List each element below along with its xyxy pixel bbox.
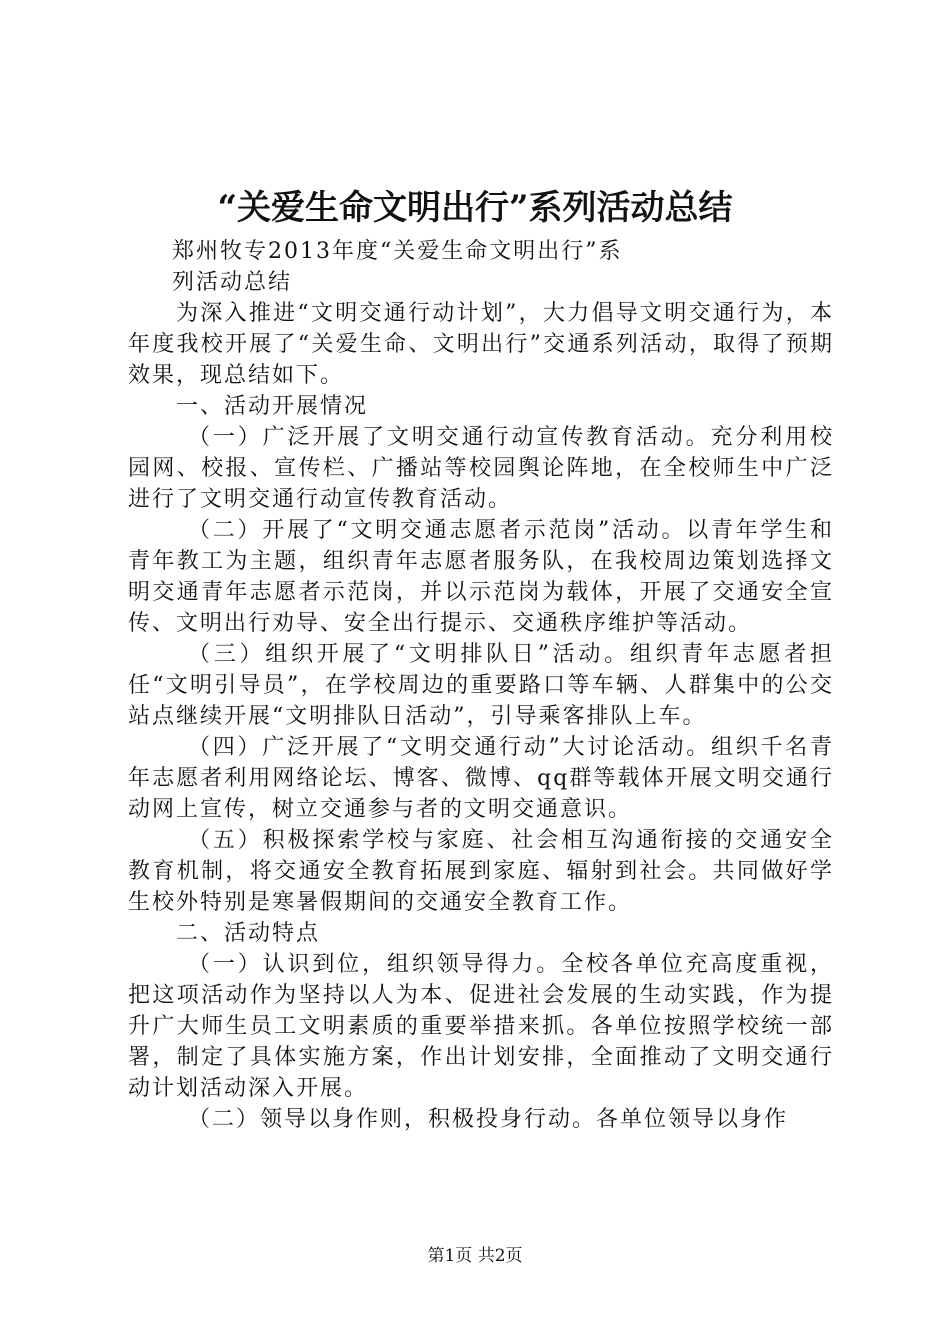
paragraph-2-1: （一）认识到位，组织领导得力。全校各单位充高度重视，把这项活动作为坚持以人为本、促进社会发展的生动实践，作为提升广大师生员工文明素质的重要举措来抓。各单位按照学校统一部署，制定了具体实施方案，作出计划安排，全面推动了文明交通行动计划活动深入开展。 [128, 952, 834, 1101]
section-heading-2: 二、活动特点 [176, 921, 321, 946]
paragraph-2-2: （二）领导以身作则，积极投身行动。各单位领导以身作 [188, 1107, 789, 1132]
page-footer: 第1页 共2页 [427, 1246, 523, 1266]
paragraph-intro: 为深入推进“文明交通行动计划”，大力倡导文明交通行为，本年度我校开展了“关爱生命、文明出行”交通系列活动，取得了预期效果，现总结如下。 [128, 301, 834, 388]
section-heading-1: 一、活动开展情况 [176, 394, 369, 419]
paragraph-1-5: （五）积极探索学校与家庭、社会相互沟通衔接的交通安全教育机制，将交通安全教育拓展到家庭、辐射到社会。共同做好学生校外特别是寒暑假期间的交通安全教育工作。 [128, 828, 834, 915]
document-title: “关爱生命文明出行”系列活动总结 [217, 188, 733, 228]
paragraph-1-3: （三）组织开展了“文明排队日”活动。组织青年志愿者担任“文明引导员”，在学校周边的重要路口等车辆、人群集中的公交站点继续开展“文明排队日活动”，引导乘客排队上车。 [128, 642, 834, 729]
paragraph-1-2: （二）开展了“文明交通志愿者示范岗”活动。以青年学生和青年教工为主题，组织青年志愿者服务队，在我校周边策划选择文明交通青年志愿者示范岗，并以示范岗为载体，开展了交通安全宣传、文明出行劝导、安全出行提示、交通秩序维护等活动。 [128, 518, 834, 636]
paragraph-1-4: （四）广泛开展了“文明交通行动”大讨论活动。组织千名青年志愿者利用网络论坛、博客、微博、qq群等载体开展文明交通行动网上宣传，树立交通参与者的文明交通意识。 [128, 735, 834, 822]
document-subtitle-line1: 郑州牧专2013年度“关爱生命文明出行”系 [172, 239, 623, 264]
paragraph-1-1: （一）广泛开展了文明交通行动宣传教育活动。充分利用校园网、校报、宣传栏、广播站等校园舆论阵地，在全校师生中广泛进行了文明交通行动宣传教育活动。 [128, 425, 834, 512]
document-body [128, 236, 834, 1135]
document-subtitle-line2: 列活动总结 [172, 270, 293, 295]
